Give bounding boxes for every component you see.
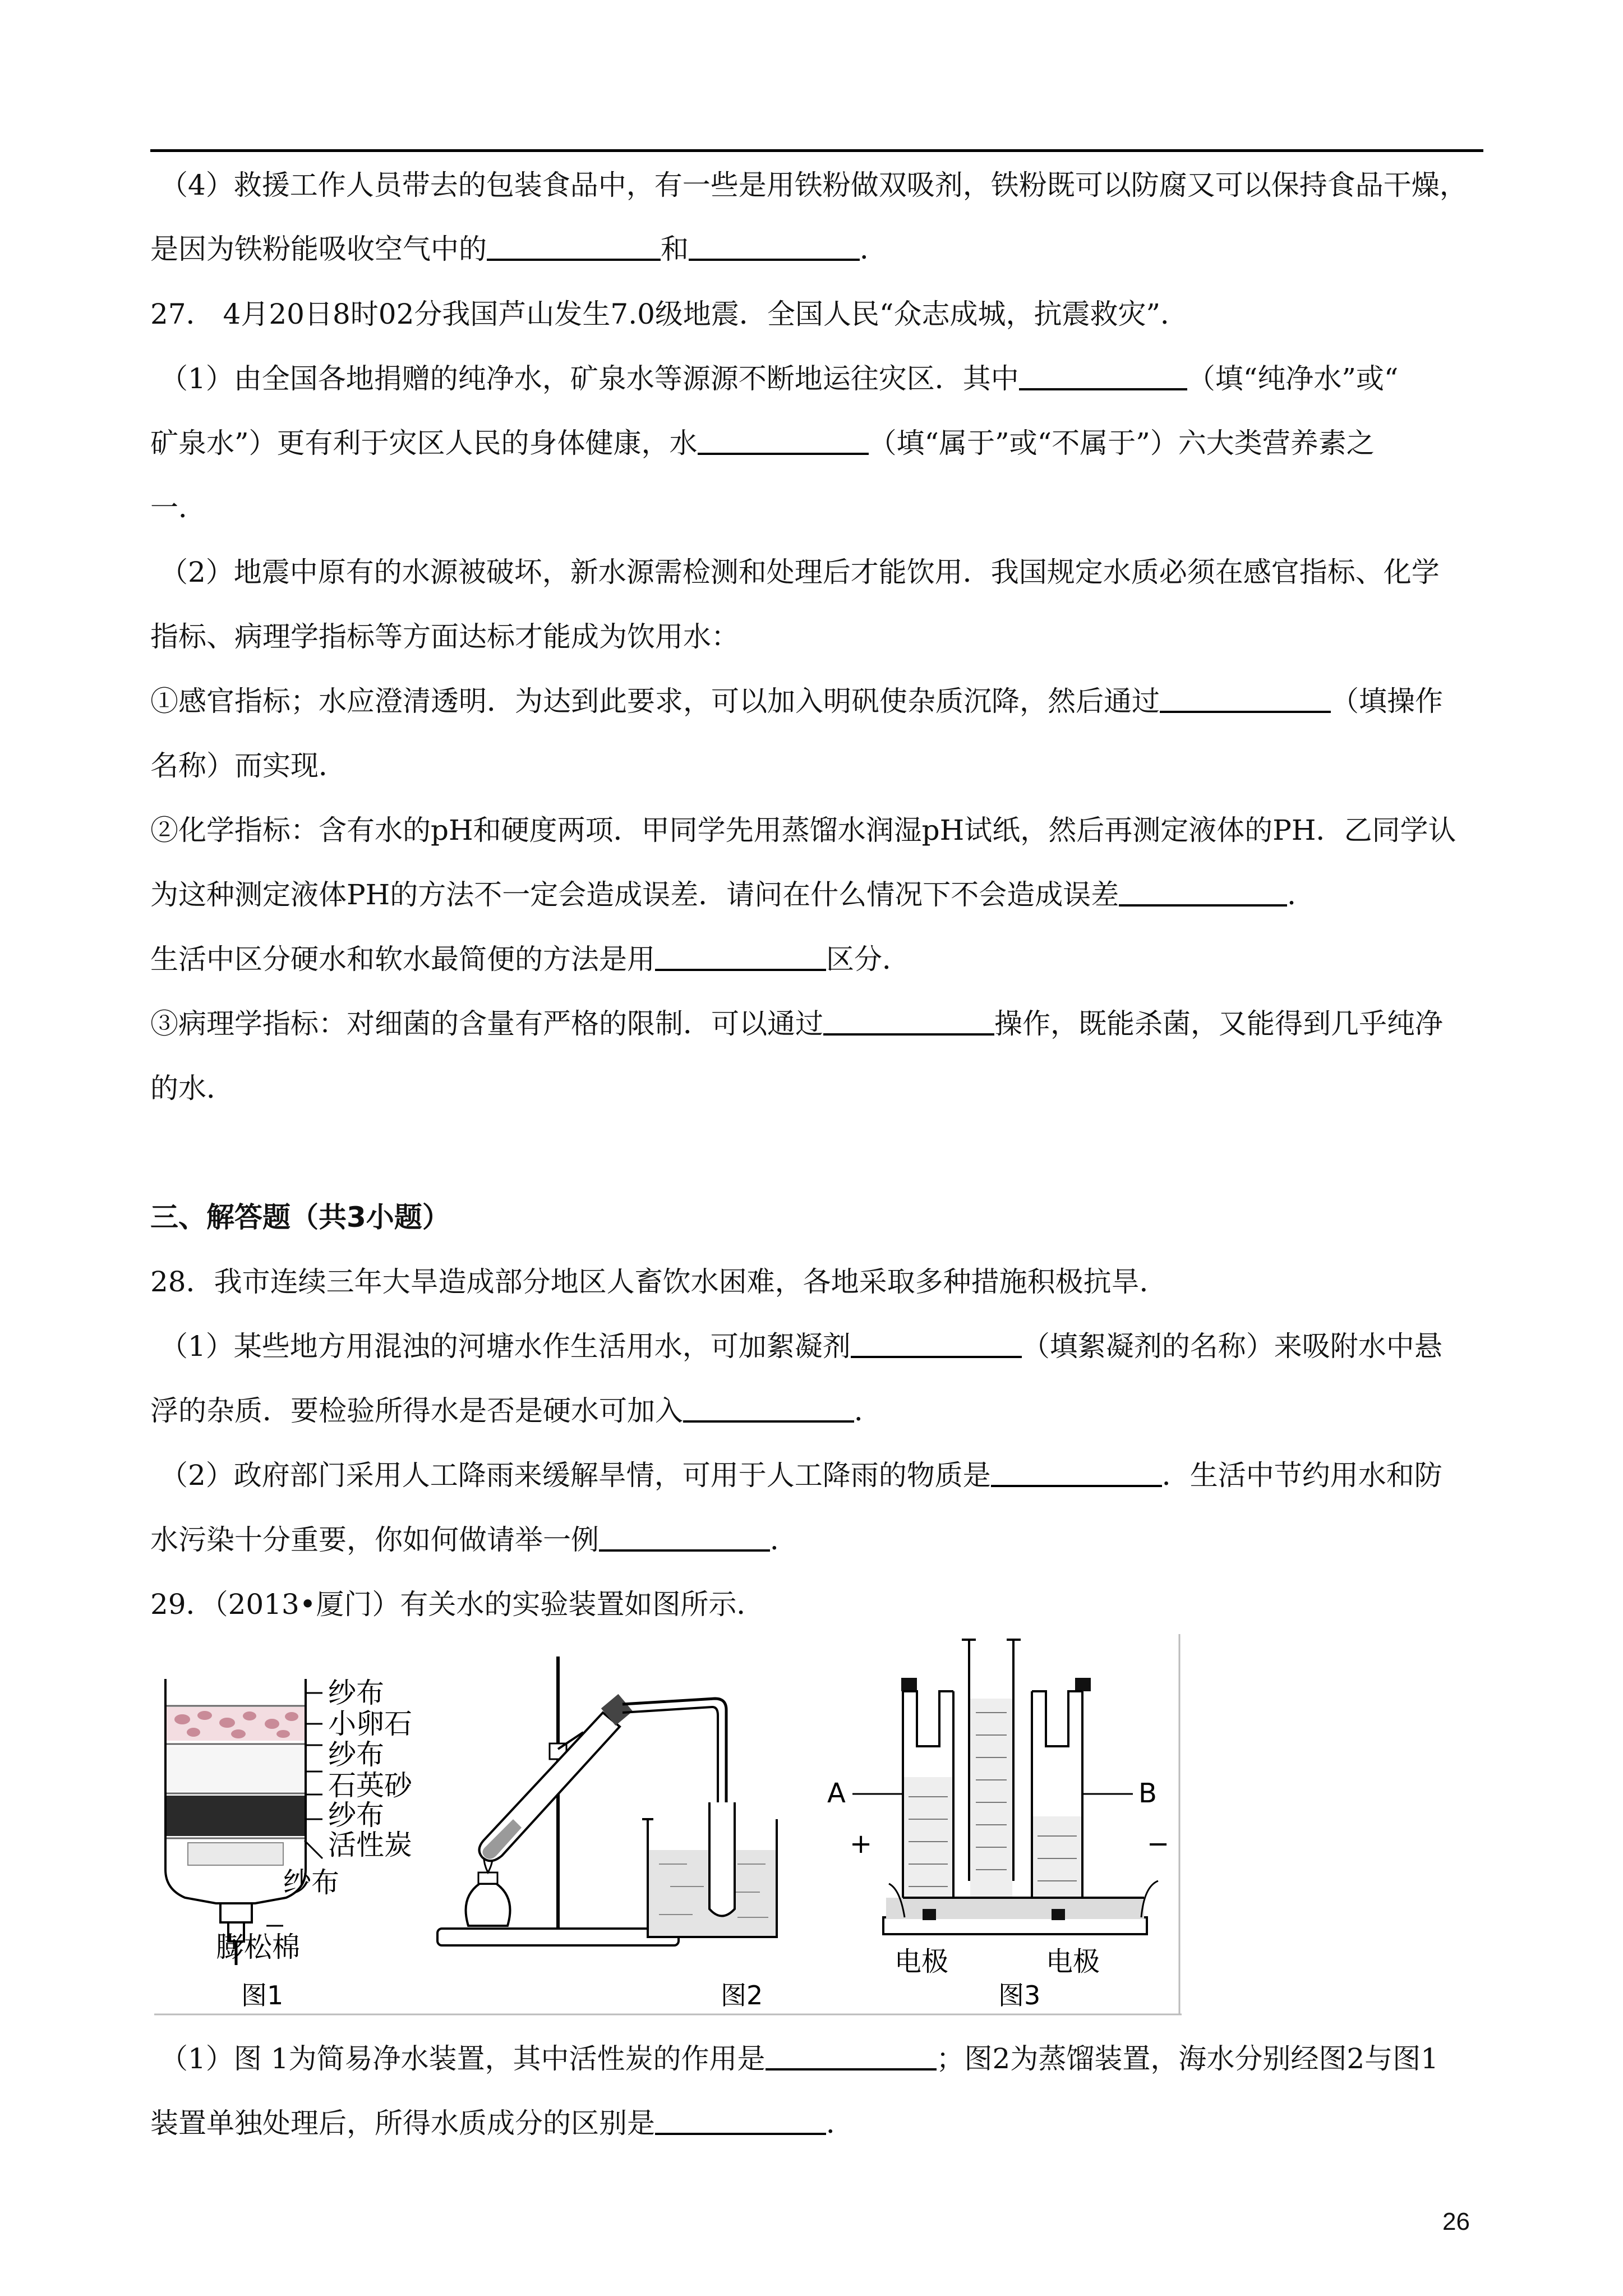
answer-blank[interactable] bbox=[698, 427, 869, 455]
answer-blank[interactable] bbox=[766, 2042, 937, 2070]
answer-blank[interactable] bbox=[689, 233, 860, 261]
q28-intro: 28．我市连续三年大旱造成部分地区人畜饮水困难，各地采取多种措施积极抗旱． bbox=[150, 1266, 1168, 1298]
section-heading: 三、解答题（共3小题） bbox=[150, 1201, 450, 1234]
answer-blank[interactable] bbox=[851, 1330, 1022, 1358]
fig1-label-gauze-1: 纱布 bbox=[328, 1677, 384, 1709]
q27-p1-line3: 一． bbox=[150, 491, 206, 524]
q26-4-line2: 是因为铁粉能吸收空气中的 和 ． bbox=[150, 233, 888, 265]
fig1-label-activated-carbon: 活性炭 bbox=[328, 1829, 412, 1861]
q27-s2-line3: 生活中区分硬水和软水最简便的方法是用 区分． bbox=[150, 943, 910, 976]
q27-s2-line2: 为这种测定液体PH的方法不一定会造成误差．请问在什么情况下不会造成误差 ． bbox=[150, 878, 1316, 911]
q27-intro: 27． 4月20日8时02分我国芦山发生7.0级地震．全国人民“众志成城，抗震救灾”． bbox=[150, 298, 1189, 330]
experiment-figures bbox=[154, 1634, 1182, 2024]
q29-intro: 29．（2013•厦门）有关水的实验装置如图所示． bbox=[150, 1588, 765, 1621]
answer-blank[interactable] bbox=[655, 2107, 826, 2135]
figure-3-electrolysis bbox=[827, 1640, 1169, 2010]
fig1-label-gauze-4: 纱布 bbox=[283, 1866, 339, 1899]
fig3-label-b: B bbox=[1138, 1778, 1157, 1809]
q27-p1-line2: 矿泉水”）更有利于灾区人民的身体健康，水 （填“属于”或“不属于”）六大类营养素之 bbox=[150, 427, 1375, 459]
fig3-electrode-right: 电极 bbox=[1046, 1946, 1100, 1977]
q27-s3-line2: 的水． bbox=[150, 1072, 234, 1105]
fig3-plus-sign: + bbox=[850, 1828, 873, 1860]
q29-p1-line1: （1）图 1为简易净水装置，其中活性炭的作用是 ；图2为蒸馏装置，海水分别经图2与图1 bbox=[160, 2042, 1438, 2075]
q27-s1-line1: ①感官指标；水应澄清透明．为达到此要求，可以加入明矾使杂质沉降，然后通过 （填操作 bbox=[150, 685, 1443, 717]
q28-p1-line2: 浮的杂质．要检验所得水是否是硬水可加入 ． bbox=[150, 1395, 882, 1427]
figure-2-caption: 图2 bbox=[721, 1980, 763, 2010]
figure-1-water-purifier bbox=[165, 1677, 413, 2010]
q27-p2-line1: （2）地震中原有的水源被破坏，新水源需检测和处理后才能饮用．我国规定水质必须在感官指标、化学 bbox=[160, 556, 1440, 588]
q28-p2-line1: （2）政府部门采用人工降雨来缓解旱情，可用于人工降雨的物质是 ．生活中节约用水和防 bbox=[160, 1459, 1442, 1492]
fig3-minus-sign: − bbox=[1147, 1828, 1170, 1860]
q28-p1-line1: （1）某些地方用混浊的河塘水作生活用水，可加絮凝剂 （填絮凝剂的名称）来吸附水中悬 bbox=[160, 1330, 1442, 1363]
answer-blank[interactable] bbox=[683, 1395, 854, 1423]
q27-s3-line1: ③病理学指标：对细菌的含量有严格的限制．可以通过 操作，既能杀菌，又能得到几乎纯净 bbox=[150, 1007, 1443, 1040]
answer-blank[interactable] bbox=[823, 1007, 994, 1036]
q28-p2-line2: 水污染十分重要，你如何做请举一例 ． bbox=[150, 1524, 798, 1556]
fig1-label-gauze-3: 纱布 bbox=[328, 1799, 384, 1832]
answer-blank[interactable] bbox=[1019, 362, 1187, 390]
answer-blank[interactable] bbox=[991, 1459, 1162, 1487]
fig1-label-cotton: 膨松棉 bbox=[216, 1931, 300, 1963]
fig1-label-gauze-2: 纱布 bbox=[328, 1738, 384, 1771]
answer-blank[interactable] bbox=[599, 1524, 770, 1552]
page-number: 26 bbox=[1442, 2208, 1470, 2235]
fig1-label-quartz-sand: 石英砂 bbox=[328, 1769, 412, 1802]
answer-blank[interactable] bbox=[487, 233, 661, 261]
fig1-label-pebbles: 小卵石 bbox=[328, 1708, 412, 1740]
fig3-electrode-left: 电极 bbox=[895, 1946, 949, 1977]
fig3-label-a: A bbox=[827, 1778, 846, 1809]
q29-p1-line2: 装置单独处理后，所得水质成分的区别是 ． bbox=[150, 2107, 854, 2139]
figure-1-caption: 图1 bbox=[241, 1980, 284, 2010]
figure-2-distillation bbox=[437, 1657, 777, 2010]
q27-p2-line2: 指标、病理学指标等方面达标才能成为饮用水： bbox=[150, 620, 739, 653]
q27-s1-line2: 名称）而实现． bbox=[150, 749, 347, 782]
answer-blank[interactable] bbox=[655, 943, 826, 971]
figure-3-caption: 图3 bbox=[998, 1980, 1041, 2010]
answer-blank[interactable] bbox=[1119, 878, 1287, 907]
q27-s2-line1: ②化学指标：含有水的pH和硬度两项．甲同学先用蒸馏水润湿pH试纸，然后再测定液体的PH．乙同学认 bbox=[150, 814, 1456, 846]
answer-blank[interactable] bbox=[1160, 685, 1331, 713]
q27-p1-line1: （1）由全国各地捐赠的纯净水，矿泉水等源源不断地运往灾区．其中 （填“纯净水”或“ bbox=[160, 362, 1399, 395]
header-rule bbox=[150, 149, 1483, 152]
q26-4-line1: （4）救援工作人员带去的包装食品中，有一些是用铁粉做双吸剂，铁粉既可以防腐又可以保持食品干燥， bbox=[160, 169, 1468, 201]
